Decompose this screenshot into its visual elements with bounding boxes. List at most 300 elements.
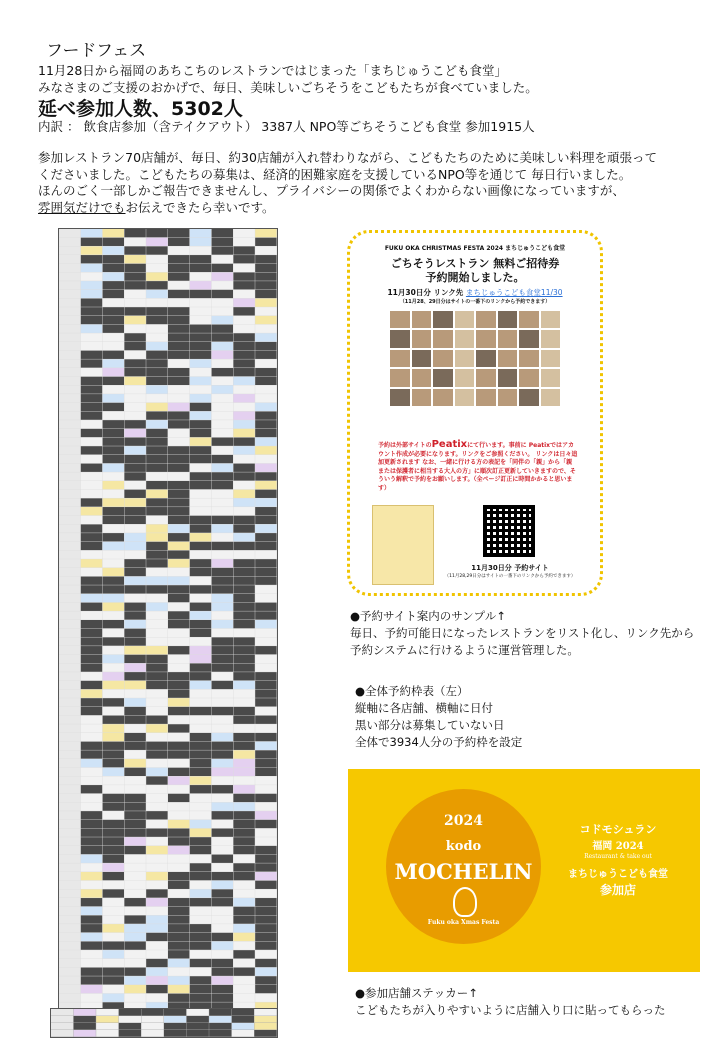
schedule-cell bbox=[212, 498, 233, 506]
schedule-cell bbox=[233, 490, 254, 498]
schedule-cell bbox=[212, 863, 233, 871]
schedule-cell bbox=[255, 307, 276, 315]
qr-note: （11月28,29日分はサイトの一番下のリンクから予約できます） bbox=[444, 574, 576, 579]
schedule-cell bbox=[190, 968, 211, 976]
schedule-cell bbox=[190, 498, 211, 506]
schedule-cell bbox=[124, 516, 145, 524]
schedule-cell bbox=[209, 1023, 231, 1030]
schedule-cell bbox=[146, 820, 167, 828]
schedule-cell bbox=[103, 325, 124, 333]
schedule-cell bbox=[59, 299, 80, 307]
schedule-cell bbox=[59, 507, 80, 515]
schedule-cell bbox=[124, 281, 145, 289]
schedule-cell bbox=[255, 794, 276, 802]
schedule-cell bbox=[168, 750, 189, 758]
schedule-cell bbox=[255, 611, 276, 619]
schedule-cell bbox=[81, 837, 102, 845]
schedule-cell bbox=[212, 672, 233, 680]
schedule-cell bbox=[190, 420, 211, 428]
schedule-cell bbox=[168, 829, 189, 837]
total-participants-headline: 延べ参加人数、5302人 bbox=[38, 98, 243, 120]
schedule-cell bbox=[164, 1016, 186, 1023]
schedule-cell bbox=[124, 464, 145, 472]
schedule-cell bbox=[103, 603, 124, 611]
schedule-cell bbox=[103, 863, 124, 871]
schedule-cell bbox=[124, 811, 145, 819]
schedule-cell bbox=[187, 1030, 209, 1037]
schedule-cell bbox=[103, 455, 124, 463]
schedule-cell bbox=[81, 264, 102, 272]
schedule-cell bbox=[59, 325, 80, 333]
schedule-cell bbox=[190, 620, 211, 628]
schedule-cell bbox=[233, 976, 254, 984]
schedule-cell bbox=[190, 264, 211, 272]
schedule-cell bbox=[168, 707, 189, 715]
schedule-cell bbox=[168, 941, 189, 949]
schedule-cell bbox=[146, 272, 167, 280]
restaurant-photo bbox=[519, 311, 539, 328]
schedule-cell bbox=[233, 985, 254, 993]
schedule-cell bbox=[103, 568, 124, 576]
schedule-cell bbox=[146, 898, 167, 906]
qr-code-icon[interactable] bbox=[483, 505, 535, 557]
schedule-cell bbox=[124, 577, 145, 585]
schedule-cell bbox=[81, 716, 102, 724]
restaurant-photo bbox=[390, 369, 410, 386]
restaurant-photo bbox=[433, 369, 453, 386]
schedule-cell bbox=[168, 307, 189, 315]
schedule-cell bbox=[212, 368, 233, 376]
schedule-cell bbox=[103, 559, 124, 567]
schedule-cell bbox=[255, 464, 276, 472]
schedule-cell bbox=[233, 785, 254, 793]
schedule-cell bbox=[233, 915, 254, 923]
peatix-label: Peatix bbox=[431, 439, 468, 450]
schedule-cell bbox=[103, 585, 124, 593]
schedule-cell bbox=[255, 559, 276, 567]
flyer-note-card bbox=[372, 505, 434, 585]
schedule-cell bbox=[103, 881, 124, 889]
schedule-cell bbox=[190, 898, 211, 906]
schedule-cell bbox=[81, 394, 102, 402]
schedule-cell bbox=[168, 681, 189, 689]
schedule-cell bbox=[81, 759, 102, 767]
schedule-cell bbox=[190, 255, 211, 263]
schedule-cell bbox=[233, 281, 254, 289]
schedule-cell bbox=[59, 420, 80, 428]
schedule-cell bbox=[103, 985, 124, 993]
schedule-cell bbox=[81, 299, 102, 307]
schedule-cell bbox=[146, 455, 167, 463]
schedule-cell bbox=[168, 368, 189, 376]
schedule-cell bbox=[146, 889, 167, 897]
schedule-cell bbox=[103, 490, 124, 498]
schedule-cell bbox=[190, 733, 211, 741]
schedule-cell bbox=[119, 1009, 141, 1016]
schedule-cell bbox=[96, 1016, 118, 1023]
schedule-cell bbox=[255, 472, 276, 480]
schedule-cell bbox=[190, 976, 211, 984]
schedule-cell bbox=[254, 1023, 276, 1030]
schedule-cell bbox=[233, 907, 254, 915]
schedule-cell bbox=[255, 950, 276, 958]
schedule-cell bbox=[190, 707, 211, 715]
schedule-cell bbox=[146, 533, 167, 541]
schedule-cell bbox=[119, 1016, 141, 1023]
schedule-cell bbox=[190, 325, 211, 333]
schedule-cell bbox=[124, 507, 145, 515]
schedule-cell bbox=[119, 1023, 141, 1030]
schedule-cell bbox=[146, 316, 167, 324]
schedule-cell bbox=[59, 811, 80, 819]
schedule-cell bbox=[190, 846, 211, 854]
schedule-cell bbox=[81, 889, 102, 897]
schedule-cell bbox=[59, 924, 80, 932]
schedule-cell bbox=[81, 229, 102, 237]
schedule-cell bbox=[255, 229, 276, 237]
schedule-cell bbox=[212, 307, 233, 315]
schedule-cell bbox=[103, 994, 124, 1002]
schedule-cell bbox=[255, 655, 276, 663]
schedule-cell bbox=[190, 472, 211, 480]
schedule-cell bbox=[74, 1009, 96, 1016]
schedule-cell bbox=[212, 507, 233, 515]
schedule-cell bbox=[146, 881, 167, 889]
schedule-cell bbox=[233, 959, 254, 967]
schedule-cell bbox=[255, 733, 276, 741]
schedule-cell bbox=[103, 637, 124, 645]
schedule-cell bbox=[59, 246, 80, 254]
schedule-cell bbox=[190, 872, 211, 880]
restaurant-photo bbox=[519, 389, 539, 406]
schedule-cell bbox=[124, 750, 145, 758]
schedule-cell bbox=[81, 707, 102, 715]
schedule-cell bbox=[103, 377, 124, 385]
schedule-cell bbox=[81, 377, 102, 385]
schedule-cell bbox=[59, 898, 80, 906]
schedule-cell bbox=[146, 663, 167, 671]
schedule-cell bbox=[255, 889, 276, 897]
schedule-cell bbox=[190, 429, 211, 437]
schedule-cell bbox=[81, 985, 102, 993]
schedule-cell bbox=[168, 655, 189, 663]
schedule-cell bbox=[51, 1030, 73, 1037]
schedule-cell bbox=[232, 1016, 254, 1023]
schedule-cell bbox=[233, 377, 254, 385]
schedule-cell bbox=[168, 429, 189, 437]
schedule-cell bbox=[190, 750, 211, 758]
schedule-cell bbox=[59, 785, 80, 793]
schedule-cell bbox=[233, 681, 254, 689]
schedule-cell bbox=[190, 577, 211, 585]
schedule-cell bbox=[168, 811, 189, 819]
schedule-cell bbox=[168, 238, 189, 246]
schedule-cell bbox=[190, 368, 211, 376]
schedule-cell bbox=[59, 542, 80, 550]
schedule-cell bbox=[190, 299, 211, 307]
schedule-cell bbox=[103, 394, 124, 402]
schedule-cell bbox=[212, 707, 233, 715]
schedule-cell bbox=[212, 776, 233, 784]
schedule-cell bbox=[103, 385, 124, 393]
schedule-cell bbox=[124, 342, 145, 350]
schedule-cell bbox=[168, 533, 189, 541]
flyer-notice: 予約は外部サイトのPeatixにて行います。事前に Peatixではアカウント作成が必要になります。リンクをご参照ください。 リンクは日々追加更新されます なお、一緒に行ける方の表記を「同伴の「親」から「親または保護者に相当する大人の方」に順次訂正更新していきますので、そういう解釈で予約をお願いします。（全ページ訂正に時間かかると思います） bbox=[378, 439, 578, 492]
schedule-cell bbox=[124, 959, 145, 967]
schedule-cell bbox=[255, 246, 276, 254]
schedule-cell bbox=[190, 716, 211, 724]
schedule-cell bbox=[209, 1009, 231, 1016]
schedule-cell bbox=[212, 941, 233, 949]
schedule-cell bbox=[168, 768, 189, 776]
schedule-cell bbox=[59, 968, 80, 976]
schedule-cell bbox=[168, 716, 189, 724]
schedule-cell bbox=[212, 490, 233, 498]
page-title: フードフェス bbox=[46, 41, 147, 61]
schedule-cell bbox=[146, 325, 167, 333]
schedule-cell bbox=[255, 976, 276, 984]
schedule-cell bbox=[81, 524, 102, 532]
schedule-cell bbox=[190, 637, 211, 645]
schedule-cell bbox=[233, 829, 254, 837]
restaurant-photo bbox=[455, 369, 475, 386]
schedule-cell bbox=[146, 646, 167, 654]
schedule-cell bbox=[59, 872, 80, 880]
flyer-date-note: （11月28、29日分はサイトの一番下のリンクから予約できます） bbox=[399, 299, 551, 305]
schedule-cell bbox=[81, 429, 102, 437]
schedule-cell bbox=[190, 698, 211, 706]
schedule-grid-image bbox=[59, 229, 277, 1011]
schedule-cell bbox=[124, 976, 145, 984]
schedule-cell bbox=[103, 238, 124, 246]
schedule-cell bbox=[51, 1016, 73, 1023]
schedule-cell bbox=[233, 368, 254, 376]
schedule-cell bbox=[81, 655, 102, 663]
schedule-cell bbox=[103, 281, 124, 289]
schedule-cell bbox=[255, 724, 276, 732]
schedule-cell bbox=[168, 568, 189, 576]
schedule-cell bbox=[81, 976, 102, 984]
schedule-cell bbox=[59, 776, 80, 784]
schedule-cell bbox=[124, 498, 145, 506]
schedule-cell bbox=[81, 846, 102, 854]
schedule-cell bbox=[81, 863, 102, 871]
schedule-cell bbox=[124, 785, 145, 793]
schedule-cell bbox=[141, 1023, 163, 1030]
schedule-cell bbox=[255, 898, 276, 906]
schedule-cell bbox=[254, 1030, 276, 1037]
schedule-cell bbox=[146, 976, 167, 984]
restaurant-photo bbox=[476, 311, 496, 328]
schedule-cell bbox=[233, 898, 254, 906]
schedule-cell bbox=[124, 533, 145, 541]
schedule-cell bbox=[255, 594, 276, 602]
schedule-cell bbox=[81, 272, 102, 280]
schedule-cell bbox=[233, 620, 254, 628]
schedule-cell bbox=[212, 750, 233, 758]
schedule-cell bbox=[212, 811, 233, 819]
schedule-cell bbox=[146, 681, 167, 689]
schedule-cell bbox=[168, 855, 189, 863]
schedule-cell bbox=[168, 933, 189, 941]
schedule-cell bbox=[212, 316, 233, 324]
paragraph-line-4-rest: お伝えできたら幸いです。 bbox=[125, 199, 275, 215]
schedule-cell bbox=[146, 611, 167, 619]
schedule-cell bbox=[255, 272, 276, 280]
schedule-cell bbox=[141, 1016, 163, 1023]
schedule-cell bbox=[59, 750, 80, 758]
schedule-cell bbox=[124, 446, 145, 454]
schedule-cell bbox=[233, 455, 254, 463]
schedule-cell bbox=[124, 846, 145, 854]
restaurant-photo bbox=[433, 330, 453, 347]
schedule-cell bbox=[59, 533, 80, 541]
schedule-cell bbox=[81, 290, 102, 298]
schedule-cell bbox=[190, 681, 211, 689]
schedule-cell bbox=[81, 855, 102, 863]
schedule-cell bbox=[212, 299, 233, 307]
schedule-cell bbox=[168, 385, 189, 393]
schedule-cell bbox=[146, 594, 167, 602]
restaurant-photo bbox=[541, 350, 561, 367]
schedule-cell bbox=[212, 342, 233, 350]
schedule-cell bbox=[168, 577, 189, 585]
schedule-cell bbox=[233, 238, 254, 246]
intro-text bbox=[38, 62, 538, 96]
schedule-cell bbox=[124, 299, 145, 307]
schedule-cell bbox=[124, 637, 145, 645]
schedule-cell bbox=[190, 446, 211, 454]
schedule-cell bbox=[103, 846, 124, 854]
schedule-cell bbox=[146, 672, 167, 680]
schedule-cell bbox=[168, 603, 189, 611]
poster-mochelin: MOCHELIN bbox=[394, 859, 533, 884]
schedule-cell bbox=[255, 968, 276, 976]
schedule-cell bbox=[103, 594, 124, 602]
schedule-cell bbox=[212, 559, 233, 567]
schedule-cell bbox=[146, 559, 167, 567]
schedule-cell bbox=[190, 594, 211, 602]
schedule-cell bbox=[168, 542, 189, 550]
paragraph-line-2: くださいました。こどもたちの募集は、経済的困難家庭を支援しているNPO等を通じて 毎日行いました。 bbox=[38, 166, 632, 182]
schedule-cell bbox=[233, 742, 254, 750]
schedule-cell bbox=[103, 333, 124, 341]
schedule-cell bbox=[81, 907, 102, 915]
schedule-cell bbox=[124, 968, 145, 976]
schedule-cell bbox=[103, 785, 124, 793]
schedule-cell bbox=[233, 542, 254, 550]
schedule-cell bbox=[81, 542, 102, 550]
schedule-cell bbox=[233, 429, 254, 437]
schedule-cell bbox=[146, 429, 167, 437]
schedule-cell bbox=[212, 907, 233, 915]
schedule-cell bbox=[59, 585, 80, 593]
table-caption-body-2: 黒い部分は募集していない日 bbox=[355, 718, 505, 732]
schedule-cell bbox=[168, 776, 189, 784]
schedule-cell bbox=[81, 446, 102, 454]
restaurant-photo bbox=[455, 311, 475, 328]
schedule-cell bbox=[103, 446, 124, 454]
schedule-cell bbox=[81, 333, 102, 341]
schedule-cell bbox=[103, 524, 124, 532]
schedule-cell bbox=[146, 941, 167, 949]
schedule-cell bbox=[190, 690, 211, 698]
schedule-cell bbox=[212, 464, 233, 472]
schedule-cell bbox=[212, 420, 233, 428]
schedule-cell bbox=[190, 889, 211, 897]
schedule-cell bbox=[233, 707, 254, 715]
schedule-cell bbox=[190, 924, 211, 932]
schedule-cell bbox=[212, 533, 233, 541]
schedule-cell bbox=[81, 829, 102, 837]
schedule-cell bbox=[190, 359, 211, 367]
schedule-cell bbox=[233, 941, 254, 949]
schedule-cell bbox=[168, 490, 189, 498]
schedule-cell bbox=[81, 498, 102, 506]
schedule-cell bbox=[190, 394, 211, 402]
restaurant-photo bbox=[412, 330, 432, 347]
schedule-cell bbox=[212, 637, 233, 645]
schedule-cell bbox=[255, 924, 276, 932]
schedule-cell bbox=[59, 281, 80, 289]
sticker-caption-title: ●参加店舗ステッカー↑ bbox=[355, 986, 478, 1000]
schedule-cell bbox=[212, 933, 233, 941]
schedule-cell bbox=[212, 898, 233, 906]
schedule-cell bbox=[59, 472, 80, 480]
poster-right-3: Restaurant & take out bbox=[584, 853, 652, 860]
schedule-cell bbox=[212, 889, 233, 897]
schedule-cell bbox=[81, 325, 102, 333]
schedule-cell bbox=[212, 403, 233, 411]
schedule-cell bbox=[212, 881, 233, 889]
sample-caption-title: ●予約サイト案内のサンプル↑ bbox=[350, 609, 506, 623]
schedule-cell bbox=[59, 837, 80, 845]
schedule-cell bbox=[124, 898, 145, 906]
schedule-cell bbox=[168, 994, 189, 1002]
schedule-cell bbox=[146, 907, 167, 915]
schedule-cell bbox=[59, 794, 80, 802]
schedule-cell bbox=[81, 933, 102, 941]
schedule-cell bbox=[103, 229, 124, 237]
schedule-cell bbox=[146, 255, 167, 263]
schedule-cell bbox=[168, 898, 189, 906]
schedule-cell bbox=[233, 872, 254, 880]
schedule-cell bbox=[168, 264, 189, 272]
schedule-cell bbox=[81, 733, 102, 741]
schedule-cell bbox=[233, 837, 254, 845]
schedule-cell bbox=[255, 785, 276, 793]
schedule-cell bbox=[212, 924, 233, 932]
schedule-cell bbox=[103, 420, 124, 428]
schedule-cell bbox=[103, 663, 124, 671]
schedule-cell bbox=[124, 759, 145, 767]
restaurant-photo bbox=[519, 350, 539, 367]
schedule-cell bbox=[81, 577, 102, 585]
schedule-cell bbox=[81, 455, 102, 463]
schedule-cell bbox=[146, 829, 167, 837]
restaurant-photo bbox=[390, 389, 410, 406]
schedule-cell bbox=[146, 985, 167, 993]
intro-line-1: 11月28日から福岡のあちこちのレストランではじまった「まちじゅうこども食堂」 bbox=[38, 63, 507, 78]
schedule-cell bbox=[103, 672, 124, 680]
schedule-cell bbox=[81, 785, 102, 793]
schedule-cell bbox=[255, 863, 276, 871]
flyer-link[interactable]: まちじゅうこども食堂11/30 bbox=[465, 288, 563, 297]
schedule-cell bbox=[59, 333, 80, 341]
schedule-cell bbox=[124, 794, 145, 802]
schedule-cell bbox=[124, 255, 145, 263]
sticker-caption-body: こどもたちが入りやすいように店舗入り口に貼ってもらった bbox=[355, 1003, 666, 1017]
